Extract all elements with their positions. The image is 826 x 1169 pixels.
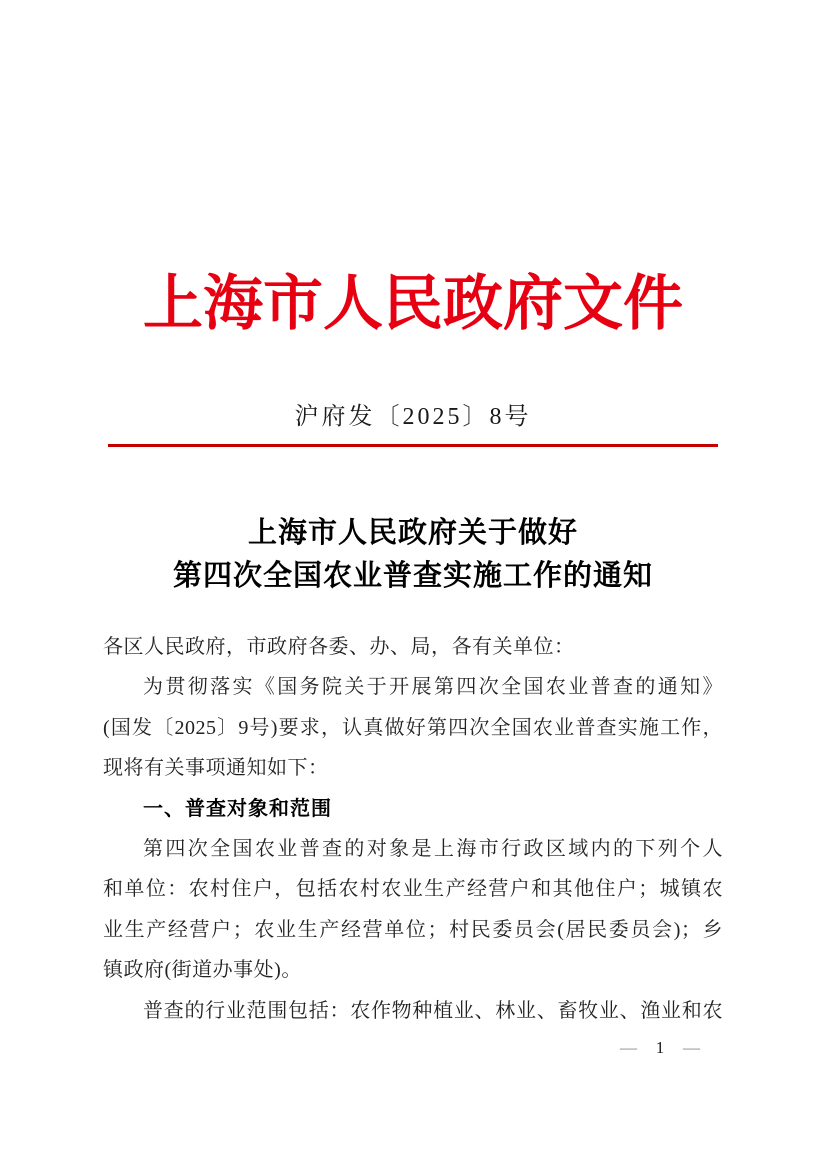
page-number-left-dash: — (620, 1038, 637, 1057)
body-line: 镇政府(街道办事处)。 (103, 959, 302, 982)
page-number-right-dash: — (683, 1038, 700, 1057)
page-number (620, 1038, 700, 1058)
body-line: (国发〔2025〕9号)要求，认真做好第四次全国农业普查实施工作， (103, 716, 723, 739)
section-heading: 一、普查对象和范围 (143, 797, 332, 820)
page-number-value: 1 (655, 1038, 665, 1057)
agency-banner-title: 上海市人民政府文件 (143, 271, 683, 337)
doc-title-line1: 上海市人民政府关于做好 (247, 517, 578, 549)
body-line: 为贯彻落实《国务院关于开展第四次全国农业普查的通知》 (143, 676, 723, 699)
body-line: 第四次全国农业普查的对象是上海市行政区域内的下列个人 (143, 837, 723, 860)
doc-number: 沪府发〔2025〕8号 (294, 404, 532, 430)
red-separator-rule (108, 444, 718, 447)
body-text (103, 627, 723, 1031)
salutation-line: 各区人民政府，市政府各委、办、局，各有关单位： (103, 636, 575, 658)
doc-title-line2: 第四次全国农业普查实施工作的通知 (172, 560, 653, 592)
body-line: 现将有关事项通知如下： (103, 757, 329, 780)
doc-title (0, 512, 826, 598)
body-line: 普查的行业范围包括：农作物种植业、林业、畜牧业、渔业和农 (143, 999, 723, 1022)
body-line: 业生产经营户；农业生产经营单位；村民委员会(居民委员会)；乡 (103, 918, 723, 941)
body-line: 和单位：农村住户，包括农村农业生产经营户和其他住户；城镇农 (103, 878, 723, 901)
